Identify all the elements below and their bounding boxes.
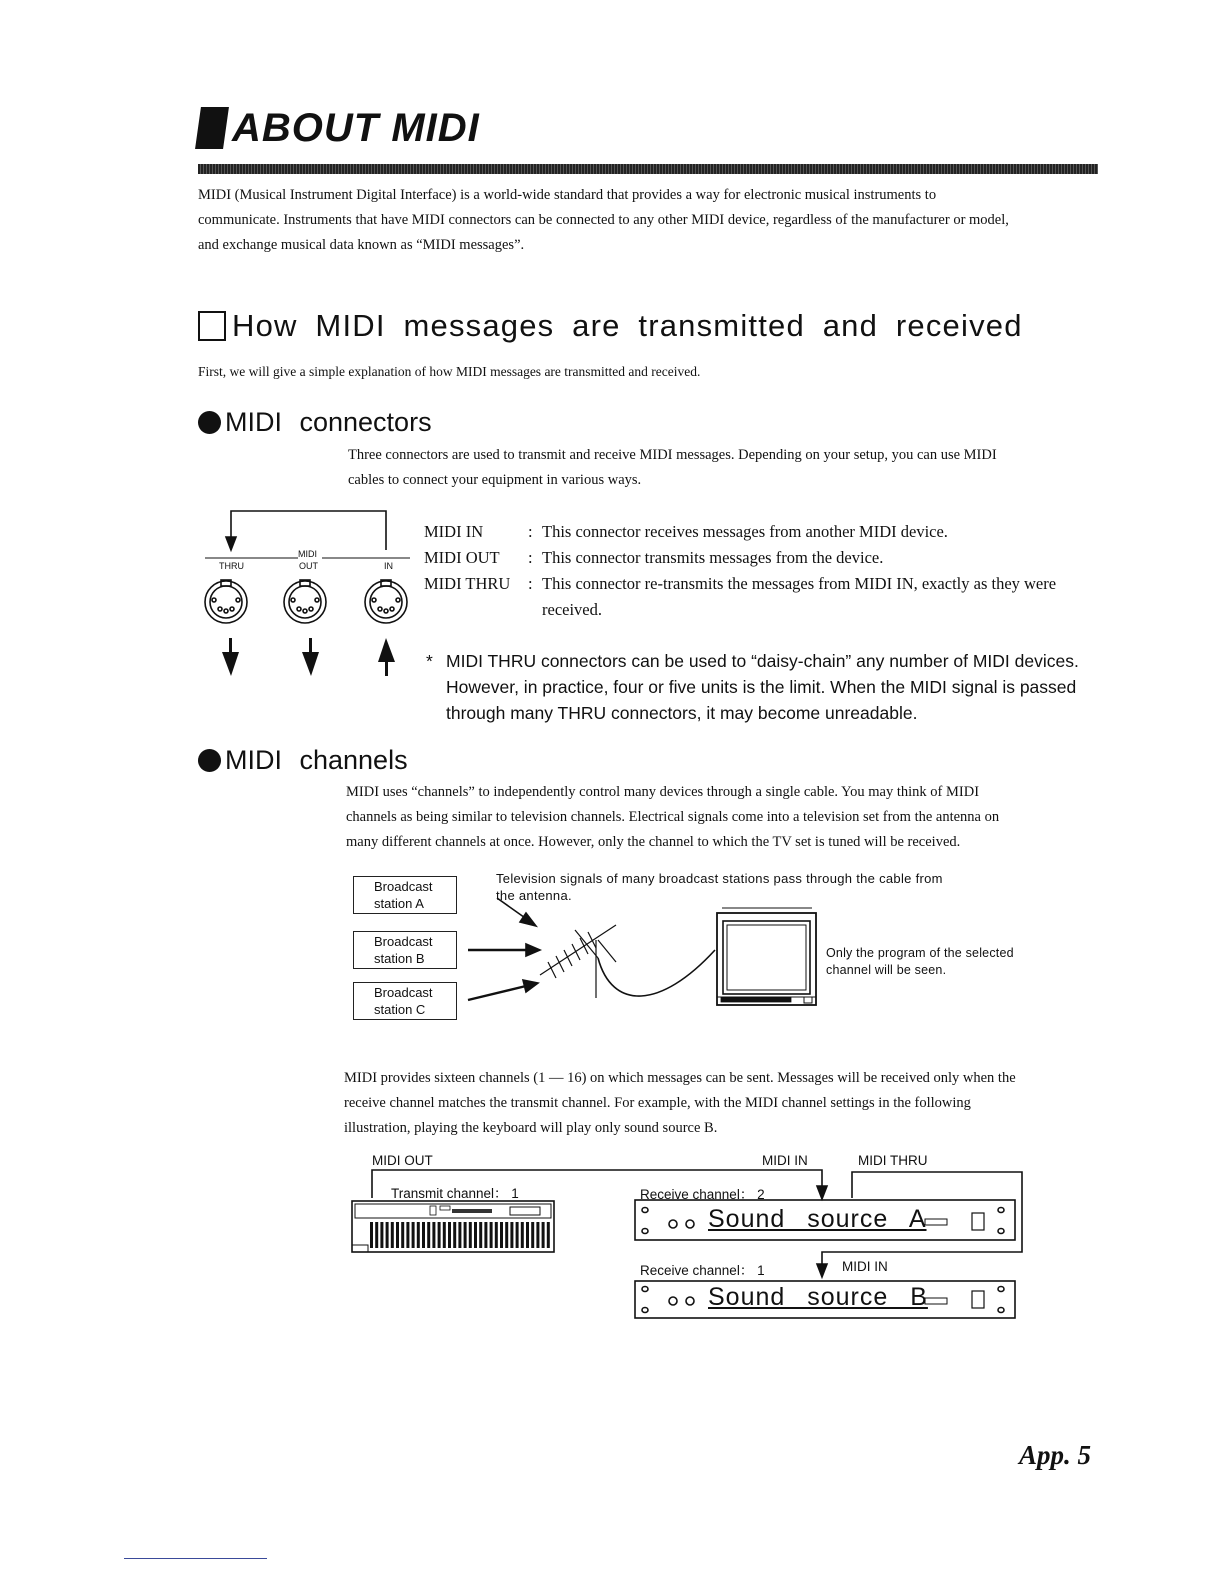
keyboard-key xyxy=(370,1222,373,1248)
keyboard-key xyxy=(505,1222,508,1248)
thru-label: THRU xyxy=(219,561,244,571)
tv-note: Only the program of the selected channel will be seen. xyxy=(826,946,1014,977)
keyboard-key xyxy=(401,1222,404,1248)
broadcast-station-c: Broadcast station C xyxy=(353,982,457,1020)
page-number: App. 5 xyxy=(1018,1440,1091,1470)
keyboard-key xyxy=(484,1222,487,1248)
keyboard-key xyxy=(422,1222,425,1248)
keyboard-key xyxy=(417,1222,420,1248)
broadcast-station-a: Broadcast station A xyxy=(353,876,457,914)
keyboard-key xyxy=(495,1222,498,1248)
channels-heading-text: MIDI channels xyxy=(225,744,408,775)
intro-line: communicate. Instruments that have MIDI connectors can be connected to any other MIDI device, regardless of the manufacturer or model, xyxy=(198,212,1009,228)
in-label: IN xyxy=(384,561,393,571)
keyboard-key xyxy=(474,1222,477,1248)
keyboard-key xyxy=(396,1222,399,1248)
keyboard-key xyxy=(406,1222,409,1248)
daisy-chain-note: * MIDI THRU connectors can be used to “daisy-chain” any number of MIDI devices. However, in practice, four or five units is the limit. When the MIDI signal is passed through many THRU connectors, it may become unreadable. xyxy=(426,651,1079,723)
midi-in-b-label: MIDI IN xyxy=(842,1259,888,1274)
sound-source-a-label: Sound source A xyxy=(708,1205,927,1233)
keyboard-key xyxy=(427,1222,430,1248)
midi-in-label: MIDI IN xyxy=(762,1153,808,1168)
intro-line: and exchange musical data known as “MIDI messages”. xyxy=(198,237,525,253)
keyboard-key xyxy=(391,1222,394,1248)
keyboard-key xyxy=(536,1222,539,1248)
keyboard-key xyxy=(464,1222,467,1248)
broadcast-station-b: Broadcast station B xyxy=(353,931,457,969)
receive-channel-a-label: Receive channel： 2 xyxy=(640,1187,765,1202)
desc-line: many different channels at once. However, only the channel to which the TV set is tuned will be received. xyxy=(346,834,961,850)
desc-line: MIDI provides sixteen channels (1 — 16) on which messages can be sent. Messages will be received only when the xyxy=(344,1070,1016,1086)
midi-thru-label: MIDI THRU xyxy=(858,1153,928,1168)
keyboard-key xyxy=(448,1222,451,1248)
keyboard-keys xyxy=(370,1222,550,1248)
keyboard-key xyxy=(380,1222,383,1248)
arrow-down-icon xyxy=(817,1264,827,1277)
keyboard-key xyxy=(458,1222,461,1248)
desc-line: receive channel matches the transmit channel. For example, with the MIDI channel settings in the following xyxy=(344,1095,971,1111)
keyboard-key xyxy=(386,1222,389,1248)
keyboard-key xyxy=(542,1222,545,1248)
keyboard-key xyxy=(531,1222,534,1248)
keyboard-key xyxy=(516,1222,519,1248)
desc-line: cables to connect your equipment in various ways. xyxy=(348,472,642,488)
definition-row: MIDI THRU : This connector re-transmits the messages from MIDI IN, exactly as they were received. xyxy=(424,574,1057,619)
keyboard-key xyxy=(453,1222,456,1248)
keyboard-key xyxy=(412,1222,415,1248)
transmit-channel-label: Transmit channel： 1 xyxy=(391,1186,519,1201)
intro-line: MIDI (Musical Instrument Digital Interface) is a world-wide standard that provides a way for electronic musical instruments to xyxy=(198,187,937,203)
definition-row: MIDI OUT : This connector transmits messages from the device. xyxy=(424,548,884,567)
desc-line: channels as being similar to television channels. Electrical signals come into a television set from the antenna on xyxy=(346,809,1000,825)
keyboard-key xyxy=(526,1222,529,1248)
keyboard-key xyxy=(521,1222,524,1248)
keyboard-key xyxy=(510,1222,513,1248)
footer-line xyxy=(124,1558,267,1559)
antenna-note: Television signals of many broadcast stations pass through the cable from the antenna. xyxy=(496,871,943,903)
arrow-down-icon xyxy=(817,1186,827,1199)
definition-row: MIDI IN : This connector receives messages from another MIDI device. xyxy=(424,522,948,541)
page-title-text: ABOUT MIDI xyxy=(232,105,480,150)
midi-out-label: MIDI OUT xyxy=(372,1153,433,1168)
desc-line: Three connectors are used to transmit and receive MIDI messages. Depending on your setup, you can use MIDI xyxy=(348,447,997,463)
midi-label: MIDI xyxy=(298,549,317,559)
section-lead: First, we will give a simple explanation of how MIDI messages are transmitted and received. xyxy=(198,364,701,379)
keyboard-key xyxy=(490,1222,493,1248)
keyboard-key xyxy=(547,1222,550,1248)
keyboard-key xyxy=(443,1222,446,1248)
sound-source-b-label: Sound source B xyxy=(708,1283,928,1311)
keyboard-key xyxy=(500,1222,503,1248)
desc-line: MIDI uses “channels” to independently control many devices through a single cable. You may think of MIDI xyxy=(346,784,980,800)
desc-line: illustration, playing the keyboard will play only sound source B. xyxy=(344,1120,718,1136)
receive-channel-b-label: Receive channel： 1 xyxy=(640,1263,765,1278)
keyboard-key xyxy=(479,1222,482,1248)
keyboard-key xyxy=(375,1222,378,1248)
keyboard-key xyxy=(432,1222,435,1248)
out-label: OUT xyxy=(299,561,318,571)
keyboard-key xyxy=(469,1222,472,1248)
section-heading-text: How MIDI messages are transmitted and received xyxy=(232,308,1023,343)
keyboard-key xyxy=(438,1222,441,1248)
connectors-heading-text: MIDI connectors xyxy=(225,406,432,437)
